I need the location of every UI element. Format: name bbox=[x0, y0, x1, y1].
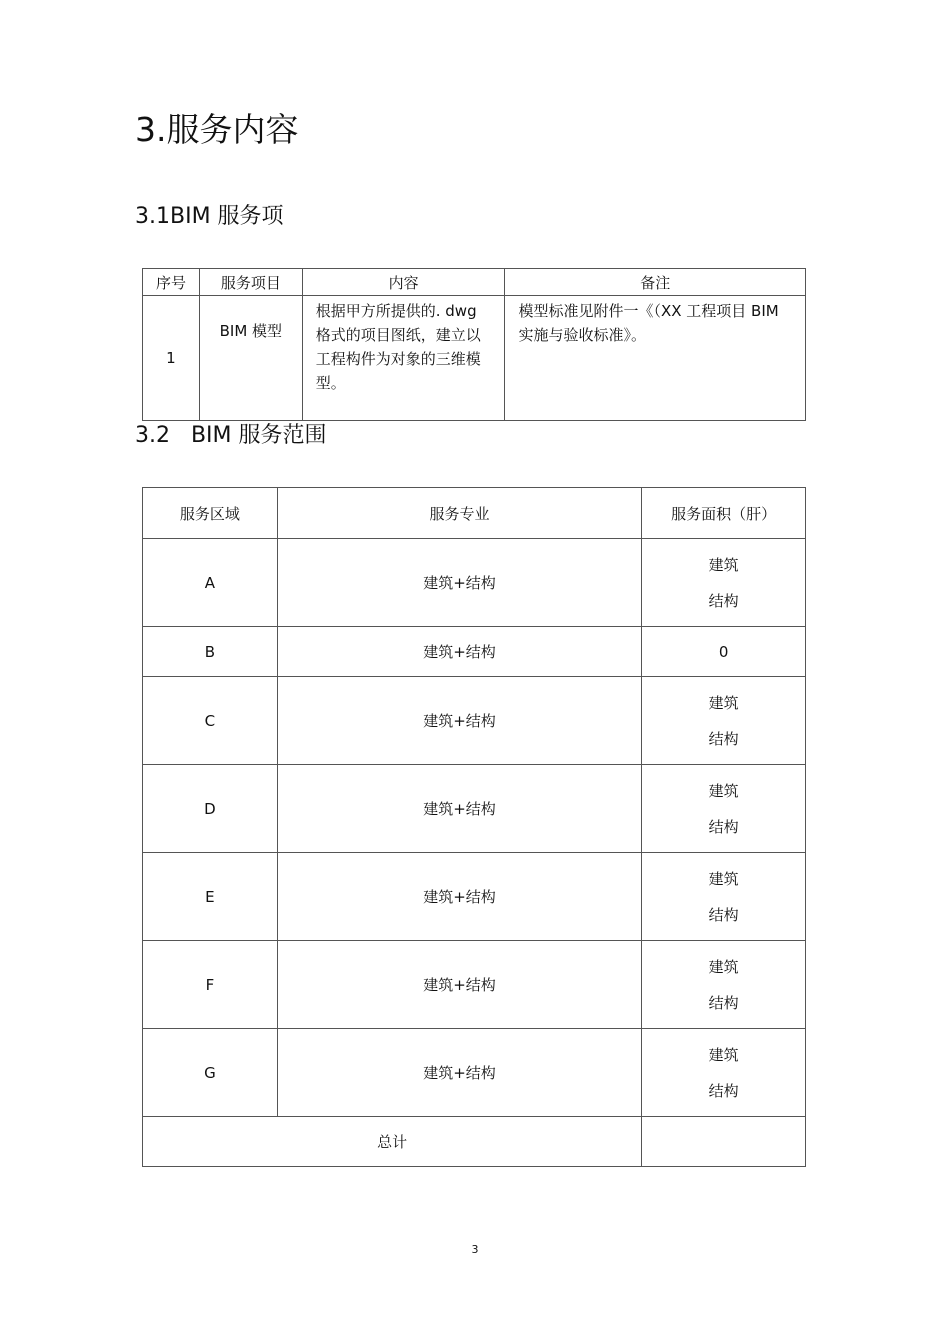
total-value bbox=[642, 1117, 806, 1167]
total-row bbox=[143, 1117, 806, 1167]
service-discipline: 建筑+结构 bbox=[277, 677, 641, 765]
service-area bbox=[642, 941, 806, 1029]
services-table-header bbox=[143, 269, 806, 296]
service-discipline: 建筑+结构 bbox=[277, 1029, 641, 1117]
scope-table bbox=[142, 487, 806, 1167]
table-row bbox=[143, 1029, 806, 1117]
service-discipline: 建筑+结构 bbox=[277, 627, 641, 677]
header-cell: 备注 bbox=[505, 269, 806, 296]
service-discipline: 建筑+结构 bbox=[277, 853, 641, 941]
service-zone: E bbox=[143, 853, 278, 941]
service-area-line: 结构 bbox=[708, 817, 739, 836]
page-number: 3 bbox=[471, 1243, 479, 1256]
total-label: 总计 bbox=[143, 1117, 642, 1167]
header-cell: 序号 bbox=[143, 269, 200, 296]
service-area-line: 建筑 bbox=[708, 957, 739, 976]
service-area bbox=[642, 539, 806, 627]
service-discipline: 建筑+结构 bbox=[277, 765, 641, 853]
service-zone: B bbox=[143, 627, 278, 677]
service-area-line: 结构 bbox=[708, 905, 739, 924]
service-remark: 模型标准见附件一《（XX 工程项目 BIM 实施与验收标准》。 bbox=[505, 296, 806, 421]
service-discipline: 建筑+结构 bbox=[277, 941, 641, 1029]
header-cell: 服务项目 bbox=[199, 269, 302, 296]
service-zone: F bbox=[143, 941, 278, 1029]
service-zone: A bbox=[143, 539, 278, 627]
service-content: 根据甲方所提供的. dwg 格式的项目图纸，建立以工程构件为对象的三维模型。 bbox=[302, 296, 505, 421]
header-cell: 服务面积（肝） bbox=[642, 488, 806, 539]
scope-table-header bbox=[143, 488, 806, 539]
table-row bbox=[143, 853, 806, 941]
table-row bbox=[143, 677, 806, 765]
service-item: BIM 模型 bbox=[199, 296, 302, 421]
service-area bbox=[642, 853, 806, 941]
row-number: 1 bbox=[143, 296, 200, 421]
page-heading: 3.服务内容 bbox=[135, 110, 299, 149]
service-area-line: 结构 bbox=[708, 993, 739, 1012]
section-title-scope: 3.2 BIM 服务范围 bbox=[135, 423, 327, 448]
service-area-line: 结构 bbox=[708, 729, 739, 748]
service-area bbox=[642, 765, 806, 853]
service-area-line: 结构 bbox=[708, 1081, 739, 1100]
header-cell: 服务区域 bbox=[143, 488, 278, 539]
service-area-line: 建筑 bbox=[708, 869, 739, 888]
service-area-line: 结构 bbox=[708, 591, 739, 610]
section-title-services: 3.1BIM 服务项 bbox=[135, 204, 284, 229]
service-area-line: 0 bbox=[718, 642, 729, 661]
header-cell: 服务专业 bbox=[277, 488, 641, 539]
service-zone: D bbox=[143, 765, 278, 853]
table-row bbox=[143, 296, 806, 421]
services-table bbox=[142, 268, 806, 421]
service-area-line: 建筑 bbox=[708, 555, 739, 574]
service-area bbox=[642, 677, 806, 765]
service-area-line: 建筑 bbox=[708, 781, 739, 800]
table-row bbox=[143, 627, 806, 677]
service-zone: C bbox=[143, 677, 278, 765]
service-area bbox=[642, 1029, 806, 1117]
table-row bbox=[143, 765, 806, 853]
table-row bbox=[143, 941, 806, 1029]
service-zone: G bbox=[143, 1029, 278, 1117]
header-cell: 内容 bbox=[302, 269, 505, 296]
service-area-line: 建筑 bbox=[708, 693, 739, 712]
service-discipline: 建筑+结构 bbox=[277, 539, 641, 627]
table-row bbox=[143, 539, 806, 627]
service-area-line: 建筑 bbox=[708, 1045, 739, 1064]
service-area bbox=[642, 627, 806, 677]
